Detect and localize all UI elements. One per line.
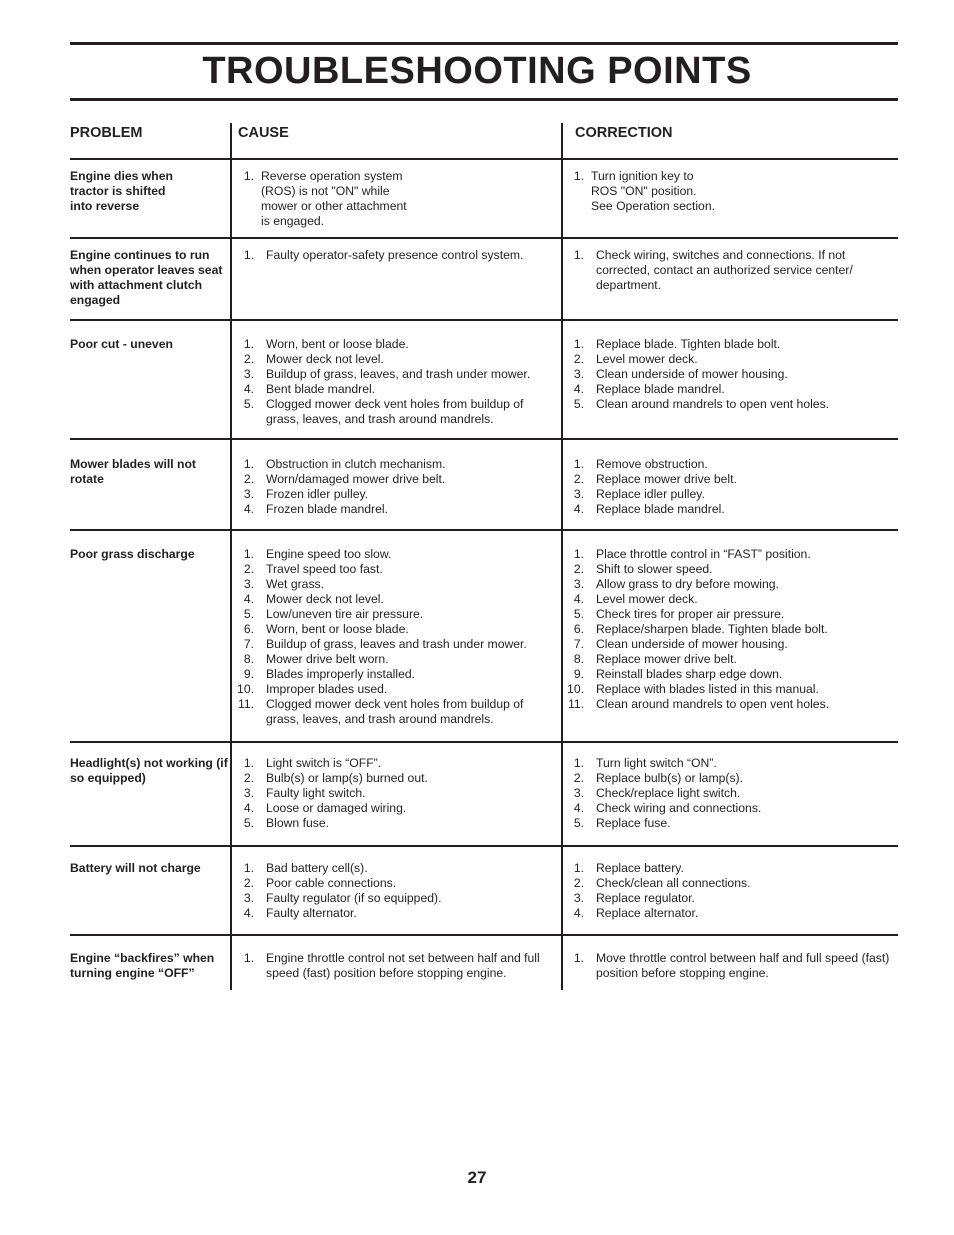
list-item: 3. Replace regulator. <box>573 891 695 905</box>
cause-list <box>236 337 554 427</box>
list-item: 3. Wet grass. <box>243 577 325 591</box>
list-item: 4. Level mower deck. <box>573 592 698 606</box>
list-item: 1. Light switch is “OFF”. <box>243 756 382 770</box>
problem-poor-cut: Poor cut - uneven <box>70 337 173 351</box>
list-item: 4. Loose or damaged wiring. <box>243 801 407 815</box>
list-item: 3. Faulty regulator (if so equipped). <box>243 891 442 905</box>
list-item: 3. Clean underside of mower housing. <box>573 367 788 381</box>
cause-list <box>236 951 554 981</box>
column-divider-1 <box>230 123 232 990</box>
row-divider <box>70 438 898 440</box>
list-item: 6. Worn, bent or loose blade. <box>243 622 409 636</box>
correction-list <box>566 756 891 831</box>
header-problem: PROBLEM <box>70 125 143 141</box>
list-item: 1. Worn, bent or loose blade. <box>243 337 409 351</box>
list-item: 9. Reinstall blades sharp edge down. <box>573 667 783 681</box>
list-item: 5. Low/uneven tire air pressure. <box>243 607 424 621</box>
list-item: 2. Poor cable connections. <box>243 876 397 890</box>
list-item: 8. Mower drive belt worn. <box>243 652 389 666</box>
cause-list <box>236 861 554 921</box>
list-item: 1. Remove obstruction. <box>573 457 708 471</box>
column-divider-2 <box>561 123 563 990</box>
list-item: 5. Check tires for proper air pressure. <box>573 607 785 621</box>
list-item: 10. Replace with blades listed in this manual. <box>567 682 819 696</box>
list-item: 1. Engine speed too slow. <box>243 547 392 561</box>
list-item: 9. Blades improperly installed. <box>243 667 416 681</box>
list-item: 3. Allow grass to dry before mowing. <box>573 577 779 591</box>
correction-list <box>566 547 891 712</box>
problem-battery: Battery will not charge <box>70 861 201 875</box>
row-divider <box>70 237 898 239</box>
list-item: 1. Check wiring, switches and connections. If not corrected, contact an authorized service center/ department. <box>573 248 853 292</box>
problem-blades-not-rotate: Mower blades will not rotate <box>70 457 196 486</box>
row-divider <box>70 845 898 847</box>
row-divider <box>70 319 898 321</box>
list-item: 7. Clean underside of mower housing. <box>573 637 788 651</box>
list-item: 3. Faulty light switch. <box>243 786 366 800</box>
list-item: 4. Check wiring and connections. <box>573 801 762 815</box>
list-item: 1. Turn ignition key to ROS "ON" position. See Operation section. <box>573 169 715 213</box>
list-item: 4. Replace blade mandrel. <box>573 502 725 516</box>
list-item: 5. Replace fuse. <box>573 816 671 830</box>
header-cause: CAUSE <box>238 125 289 141</box>
list-item: 3. Buildup of grass, leaves, and trash under mower. <box>243 367 531 381</box>
list-item: 11. Clogged mower deck vent holes from buildup of grass, leaves, and trash around mandrels. <box>237 697 524 726</box>
list-item: 1. Move throttle control between half and full speed (fast) position before stopping engine. <box>573 951 890 980</box>
page-number: 27 <box>467 1168 487 1187</box>
list-item: 2. Replace bulb(s) or lamp(s). <box>573 771 743 785</box>
page-title: TROUBLESHOOTING POINTS <box>202 50 752 92</box>
row-divider <box>70 158 898 160</box>
list-item: 10. Improper blades used. <box>237 682 388 696</box>
row-divider <box>70 529 898 531</box>
list-item: 5. Clogged mower deck vent holes from buildup of grass, leaves, and trash around mandrels. <box>243 397 524 426</box>
list-item: 4. Replace blade mandrel. <box>573 382 725 396</box>
list-item: 3. Frozen idler pulley. <box>243 487 369 501</box>
list-item: 5. Clean around mandrels to open vent holes. <box>573 397 830 411</box>
list-item: 4. Bent blade mandrel. <box>243 382 376 396</box>
list-item: 2. Mower deck not level. <box>243 352 384 366</box>
list-item: 8. Replace mower drive belt. <box>573 652 737 666</box>
list-item: 1. Replace battery. <box>573 861 684 875</box>
problem-headlights: Headlight(s) not working (if so equipped) <box>70 756 228 785</box>
list-item: 3. Replace idler pulley. <box>573 487 705 501</box>
problem-engine-dies-reverse: Engine dies when tractor is shifted into reverse <box>70 169 173 213</box>
problem-poor-grass-discharge: Poor grass discharge <box>70 547 195 561</box>
cause-list <box>236 248 554 263</box>
list-item: 2. Replace mower drive belt. <box>573 472 737 486</box>
list-item: 2. Shift to slower speed. <box>573 562 713 576</box>
list-item: 2. Worn/damaged mower drive belt. <box>243 472 446 486</box>
list-item: 4. Faulty alternator. <box>243 906 357 920</box>
problem-engine-continues: Engine continues to run when operator leaves seat with attachment clutch engaged <box>70 248 223 307</box>
list-item: 6. Replace/sharpen blade. Tighten blade bolt. <box>573 622 828 636</box>
row-divider <box>70 934 898 936</box>
cause-list <box>236 457 554 517</box>
list-item: 1. Replace blade. Tighten blade bolt. <box>573 337 781 351</box>
correction-list <box>566 337 891 412</box>
list-item: 1. Obstruction in clutch mechanism. <box>243 457 446 471</box>
list-item: 1. Bad battery cell(s). <box>243 861 368 875</box>
list-item: 1. Turn light switch “ON”. <box>573 756 717 770</box>
correction-list <box>566 457 891 517</box>
cause-list <box>236 756 554 831</box>
list-item: 1. Reverse operation system (ROS) is not "ON" while mower or other attachment is engaged. <box>243 169 407 228</box>
header-correction: CORRECTION <box>575 125 673 141</box>
correction-list <box>566 861 891 921</box>
list-item: 1. Place throttle control in “FAST” position. <box>573 547 811 561</box>
title-bottom-rule <box>70 98 898 101</box>
correction-list <box>566 169 891 214</box>
list-item: 4. Frozen blade mandrel. <box>243 502 388 516</box>
cause-list <box>236 169 554 229</box>
title-top-rule <box>70 42 898 45</box>
list-item: 2. Bulb(s) or lamp(s) burned out. <box>243 771 428 785</box>
problem-backfires: Engine “backfires” when turning engine “OFF” <box>70 951 215 980</box>
list-item: 11. Clean around mandrels to open vent holes. <box>567 697 830 711</box>
list-item: 2. Travel speed too fast. <box>243 562 383 576</box>
list-item: 2. Level mower deck. <box>573 352 698 366</box>
list-item: 1. Engine throttle control not set between half and full speed (fast) position before stopping engine. <box>243 951 540 980</box>
list-item: 3. Check/replace light switch. <box>573 786 741 800</box>
correction-list <box>566 951 891 981</box>
list-item: 4. Replace alternator. <box>573 906 699 920</box>
list-item: 7. Buildup of grass, leaves and trash under mower. <box>243 637 527 651</box>
correction-list <box>566 248 891 293</box>
cause-list <box>236 547 554 727</box>
list-item: 1. Faulty operator-safety presence control system. <box>243 248 524 262</box>
list-item: 2. Check/clean all connections. <box>573 876 751 890</box>
row-divider <box>70 741 898 743</box>
list-item: 5. Blown fuse. <box>243 816 330 830</box>
list-item: 4. Mower deck not level. <box>243 592 384 606</box>
